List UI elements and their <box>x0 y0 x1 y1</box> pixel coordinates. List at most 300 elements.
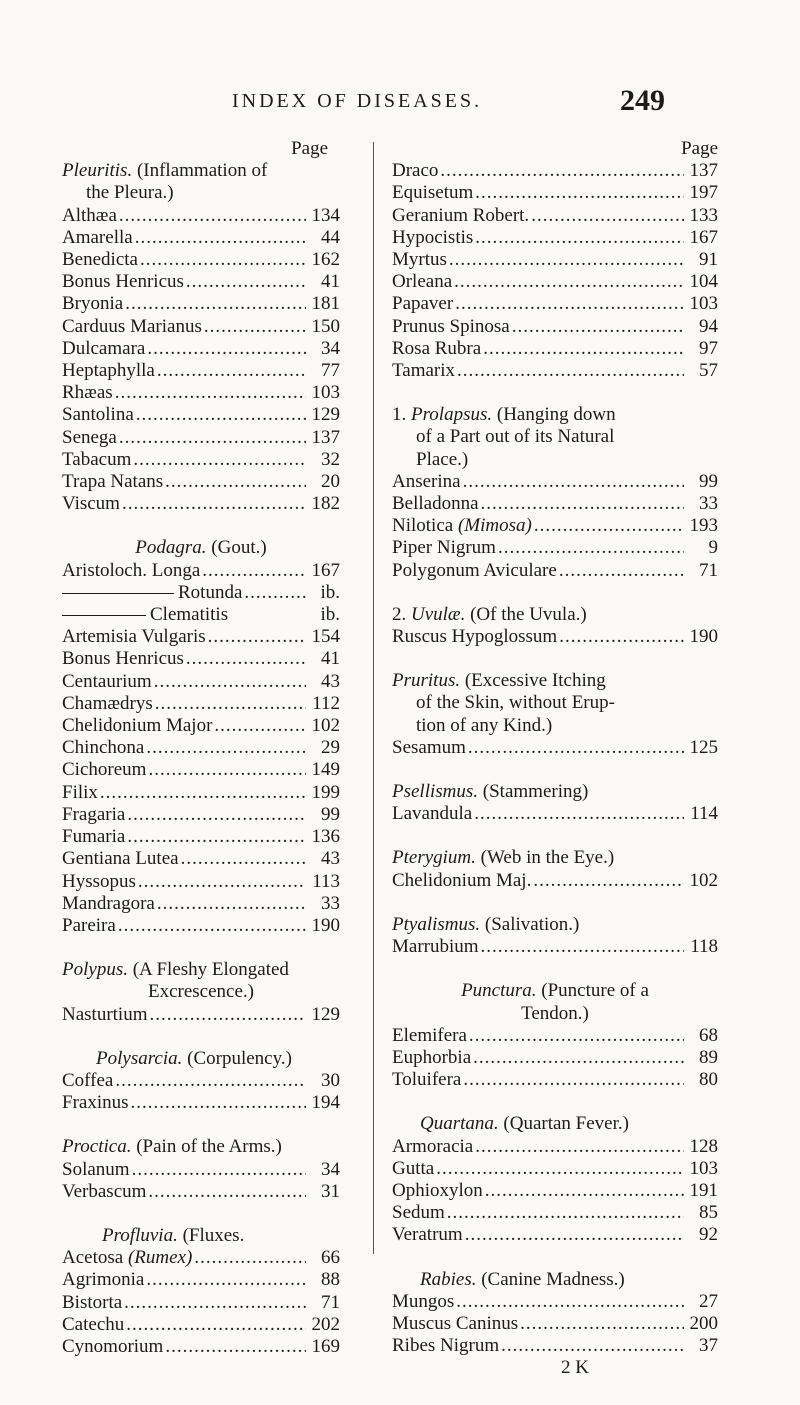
index-entry <box>62 560 340 582</box>
entry-list <box>392 936 718 958</box>
entry-list <box>62 1004 340 1026</box>
section-heading <box>392 914 718 936</box>
page-ref: ib. <box>320 604 340 626</box>
disease-description: (Excessive Itching <box>464 670 606 692</box>
page-ref: 9 <box>708 537 718 559</box>
section-heading <box>392 604 718 626</box>
disease-description: tion of any Kind.) <box>416 714 553 736</box>
index-entry <box>392 493 718 515</box>
page-number: 249 <box>620 84 665 117</box>
entry-list <box>392 537 718 581</box>
remedy-name: Chinchona <box>62 737 145 759</box>
remedy-name: Catechu <box>62 1313 125 1335</box>
remedy-name: Verbascum <box>62 1180 147 1202</box>
page-ref: 33 <box>699 493 718 515</box>
disease-description: (Quartan Fever.) <box>503 1113 629 1135</box>
remedy-name: Nilotica <box>392 515 454 537</box>
index-entry <box>392 471 718 493</box>
disease-description: (Stammering) <box>482 781 589 803</box>
ditto-rule <box>62 593 174 594</box>
disease-description: (Hanging down <box>496 404 616 426</box>
disease-description: (Of the Uvula.) <box>470 603 587 625</box>
entry-list <box>392 626 718 648</box>
index-entry <box>62 271 340 293</box>
entry-list <box>392 870 718 892</box>
remedy-name: Trapa Natans <box>62 471 164 493</box>
index-entry <box>62 693 340 715</box>
index-entry <box>392 560 718 582</box>
ditto-rule <box>62 615 146 616</box>
entry-list <box>392 803 718 825</box>
page-ref: 129 <box>311 404 340 426</box>
section-heading <box>392 1269 718 1291</box>
remedy-name: Bistorta <box>62 1291 123 1313</box>
remedy-name: Fragaria <box>62 803 126 825</box>
remedy-name: Clematitis <box>150 604 229 626</box>
index-entry <box>62 1292 340 1314</box>
remedy-name: Ruscus Hypoglossum <box>392 626 558 648</box>
index-entry <box>392 316 718 338</box>
disease-description: Tendon.) <box>521 1002 589 1024</box>
index-entry <box>62 648 340 670</box>
entry-list <box>392 1025 718 1092</box>
remedy-name: Myrtus <box>392 249 447 271</box>
index-entry <box>62 737 340 759</box>
remedy-name: Coffea <box>62 1069 114 1091</box>
disease-name: Polypus. <box>62 959 128 981</box>
disease-description: (Gout.) <box>211 537 267 559</box>
page-ref: 80 <box>699 1069 718 1091</box>
entry-list <box>392 1291 718 1358</box>
remedy-name: Polygonum Aviculare <box>392 559 557 581</box>
entry-list <box>62 1269 340 1358</box>
index-entry <box>392 205 718 227</box>
index-entry <box>392 271 718 293</box>
entry-list <box>62 1070 340 1114</box>
section-heading <box>392 404 718 426</box>
disease-description: (Salivation.) <box>484 913 580 935</box>
remedy-name: Hyssopus <box>62 870 136 892</box>
disease-name: Ptyalismus. <box>392 913 481 935</box>
page-ref: 97 <box>699 337 718 359</box>
page-ref: 33 <box>321 892 340 914</box>
remedy-name: Tamarix <box>392 360 456 382</box>
remedy-name: Bonus Henricus <box>62 648 184 670</box>
left-column <box>62 138 340 1358</box>
remedy-name: Prunus Spinosa <box>392 315 510 337</box>
page-column-label: Page <box>291 138 328 159</box>
page-ref: 43 <box>321 848 340 870</box>
section-heading <box>62 1048 340 1070</box>
disease-description: (Web in the Eye.) <box>480 847 615 869</box>
index-entry <box>392 1224 718 1246</box>
disease-name: Pterygium. <box>392 847 476 869</box>
disease-description: (Canine Madness.) <box>481 1268 625 1290</box>
section-heading <box>62 959 340 981</box>
index-entry <box>392 1047 718 1069</box>
index-entry <box>392 338 718 360</box>
remedy-name: Gentiana Lutea <box>62 848 179 870</box>
entry-list <box>392 160 718 382</box>
section-heading <box>392 781 718 803</box>
disease-description: Excrescence.) <box>147 981 254 1003</box>
disease-description: (Fluxes. <box>182 1224 245 1246</box>
page-ref: 37 <box>699 1335 718 1357</box>
page-ref: 103 <box>689 293 718 315</box>
remedy-name: Agrimonia <box>62 1269 145 1291</box>
disease-name: Uvulæ. <box>411 603 466 625</box>
entry-list <box>392 471 718 515</box>
disease-description: (Inflammation of <box>136 160 268 182</box>
remedy-name: Solanum <box>62 1158 130 1180</box>
remedy-name: Cynomorium <box>62 1335 164 1357</box>
remedy-name: Aristoloch. Longa <box>62 559 201 581</box>
disease-name: Polysarcia. <box>96 1047 183 1069</box>
index-entry <box>62 338 340 360</box>
page-ref: 129 <box>311 1003 340 1025</box>
page-ref: 113 <box>312 870 340 892</box>
page-ref: 169 <box>311 1335 340 1357</box>
index-entry <box>62 316 340 338</box>
page-ref: 20 <box>321 471 340 493</box>
remedy-name: Piper Nigrum <box>392 537 496 559</box>
section-heading <box>62 1225 340 1247</box>
remedy-name: Ophioxylon <box>392 1179 483 1201</box>
remedy-name: Althæa <box>62 204 117 226</box>
section-heading <box>392 847 718 869</box>
column-divider <box>373 142 374 1254</box>
index-entry <box>62 826 340 848</box>
remedy-name: Veratrum <box>392 1224 463 1246</box>
disease-name: Profluvia. <box>102 1224 178 1246</box>
remedy-synonym: (Mimosa) <box>457 515 532 537</box>
page-ref: 41 <box>321 271 340 293</box>
index-entry <box>62 1314 340 1336</box>
index-entry <box>392 1025 718 1047</box>
remedy-name: Euphorbia <box>392 1046 472 1068</box>
right-column <box>392 138 718 1380</box>
index-entry <box>392 515 718 537</box>
remedy-name: Benedicta <box>62 249 138 271</box>
remedy-name: Chelidonium Maj. <box>392 869 532 891</box>
page-ref: 41 <box>321 648 340 670</box>
index-entry <box>62 782 340 804</box>
page-ref: 191 <box>689 1179 718 1201</box>
page-header <box>0 84 800 124</box>
page-ref: 71 <box>699 559 718 581</box>
index-entry <box>392 160 718 182</box>
index-entry <box>392 737 718 759</box>
disease-name: Proctica. <box>62 1136 132 1158</box>
index-entry <box>392 537 718 559</box>
index-entry <box>62 493 340 515</box>
remedy-name: Filix <box>62 781 98 803</box>
page-ref: 167 <box>689 226 718 248</box>
page-ref: 44 <box>321 226 340 248</box>
disease-name: Prolapsus. <box>411 404 493 426</box>
page-ref: ib. <box>320 581 340 603</box>
index-entry <box>392 1069 718 1091</box>
page-ref: 137 <box>689 160 718 182</box>
index-entry <box>62 893 340 915</box>
remedy-name: Muscus Caninus <box>392 1312 519 1334</box>
remedy-name: Bonus Henricus <box>62 271 184 293</box>
index-entry <box>392 1180 718 1202</box>
remedy-name: Pareira <box>62 914 116 936</box>
page-ref: 103 <box>689 1157 718 1179</box>
page-ref: 190 <box>689 626 718 648</box>
entry-list <box>62 626 340 937</box>
remedy-name: Marrubium <box>392 936 479 958</box>
index-entry <box>392 1158 718 1180</box>
page-ref: 27 <box>699 1290 718 1312</box>
remedy-name: Amarella <box>62 226 133 248</box>
page-ref: 68 <box>699 1024 718 1046</box>
remedy-name: Artemisia Vulgaris <box>62 626 206 648</box>
page-ref: 190 <box>311 914 340 936</box>
index-entry <box>62 404 340 426</box>
remedy-name: Fraxinus <box>62 1092 129 1114</box>
page-ref: 118 <box>690 936 718 958</box>
index-entry <box>62 1159 340 1181</box>
remedy-name: Equisetum <box>392 182 474 204</box>
page-ref: 136 <box>311 826 340 848</box>
section-heading <box>392 1113 718 1135</box>
page-ref: 29 <box>321 737 340 759</box>
page-ref: 125 <box>689 736 718 758</box>
remedy-name: Heptaphylla <box>62 360 155 382</box>
disease-description: Place.) <box>416 448 469 470</box>
index-entry <box>62 759 340 781</box>
remedy-name: Cichoreum <box>62 759 147 781</box>
index-entry <box>392 227 718 249</box>
remedy-name: Rotunda <box>178 581 243 603</box>
index-entry <box>62 449 340 471</box>
index-entry <box>62 1247 340 1269</box>
page-ref: 99 <box>321 803 340 825</box>
remedy-name: Lavandula <box>392 803 473 825</box>
disease-description: (Corpulency.) <box>187 1047 292 1069</box>
index-entry <box>392 1291 718 1313</box>
page-column-label: Page <box>681 138 718 159</box>
index-entry <box>392 1136 718 1158</box>
remedy-name: Gutta <box>392 1157 435 1179</box>
page-ref: 202 <box>311 1313 340 1335</box>
disease-name: Psellismus. <box>392 781 479 803</box>
index-entry <box>62 205 340 227</box>
remedy-name: Draco <box>392 160 439 182</box>
page-ref: 197 <box>689 182 718 204</box>
page-ref: 77 <box>321 360 340 382</box>
disease-name: Pruritus. <box>392 670 461 692</box>
page-ref: 154 <box>311 626 340 648</box>
page-ref: 94 <box>699 315 718 337</box>
page-ref: 34 <box>321 337 340 359</box>
remedy-name: Nasturtium <box>62 1003 148 1025</box>
page-ref: 88 <box>321 1269 340 1291</box>
index-entry <box>62 848 340 870</box>
remedy-name: Sedum <box>392 1202 445 1224</box>
index-entry <box>62 1269 340 1291</box>
remedy-name: Sesamum <box>392 736 466 758</box>
page-ref: 137 <box>311 426 340 448</box>
disease-description: (Puncture of a <box>541 980 649 1002</box>
page-ref: 182 <box>311 493 340 515</box>
section-heading <box>392 980 718 1002</box>
page-ref: 89 <box>699 1046 718 1068</box>
index-entry <box>392 626 718 648</box>
index-entry <box>62 915 340 937</box>
section-heading <box>62 160 340 182</box>
page-ref: 31 <box>321 1180 340 1202</box>
disease-name: Pleuritis. <box>62 160 133 182</box>
remedy-name: Centaurium <box>62 670 152 692</box>
index-entry <box>392 1202 718 1224</box>
page-ref: 167 <box>311 559 340 581</box>
remedy-name: Armoracia <box>392 1135 474 1157</box>
index-entry <box>392 1335 718 1357</box>
remedy-name: Hypocistis <box>392 226 474 248</box>
index-entry <box>62 1070 340 1092</box>
index-entry <box>392 182 718 204</box>
page-ref: 71 <box>321 1291 340 1313</box>
page-ref: 91 <box>699 249 718 271</box>
index-entry <box>62 1092 340 1114</box>
remedy-name: Chelidonium Major <box>62 715 213 737</box>
remedy-name: Ribes Nigrum <box>392 1335 500 1357</box>
page-ref: 181 <box>311 293 340 315</box>
page-ref: 194 <box>311 1092 340 1114</box>
page-ref: 66 <box>321 1247 340 1269</box>
remedy-name: Papaver <box>392 293 454 315</box>
disease-name: Quartana. <box>420 1113 499 1135</box>
index-entry <box>62 715 340 737</box>
section-number: 2. <box>392 603 407 625</box>
page-ref: 149 <box>311 759 340 781</box>
index-entry <box>62 249 340 271</box>
remedy-name: Mungos <box>392 1290 455 1312</box>
entry-list <box>62 205 340 516</box>
page-ref: 200 <box>689 1312 718 1334</box>
index-entry <box>62 1181 340 1203</box>
page-ref: 199 <box>311 781 340 803</box>
index-entry <box>392 249 718 271</box>
section-heading <box>392 670 718 692</box>
remedy-name: Tabacum <box>62 448 132 470</box>
remedy-name: Toluifera <box>392 1069 462 1091</box>
disease-description: the Pleura.) <box>86 182 174 204</box>
remedy-name: Acetosa <box>62 1247 124 1269</box>
index-entry <box>62 382 340 404</box>
remedy-name: Bryonia <box>62 293 124 315</box>
remedy-name: Senega <box>62 426 117 448</box>
page-ref: 193 <box>689 515 718 537</box>
page-ref: 102 <box>311 715 340 737</box>
page-ref: 30 <box>321 1069 340 1091</box>
section-heading <box>62 1136 340 1158</box>
remedy-name: Anserina <box>392 470 461 492</box>
index-entry <box>392 293 718 315</box>
page-ref: 134 <box>311 204 340 226</box>
index-entry <box>62 227 340 249</box>
index-entry <box>62 871 340 893</box>
index-entry <box>62 1004 340 1026</box>
page-ref: 133 <box>689 204 718 226</box>
remedy-name: Viscum <box>62 493 120 515</box>
index-entry <box>392 1313 718 1335</box>
index-entry <box>62 1336 340 1358</box>
index-entry <box>62 604 340 626</box>
index-entry <box>62 626 340 648</box>
remedy-name: Fumaria <box>62 826 126 848</box>
remedy-name: Rhæas <box>62 382 113 404</box>
disease-description: of a Part out of its Natural <box>416 426 615 448</box>
index-entry <box>62 582 340 604</box>
page-ref: 92 <box>699 1224 718 1246</box>
index-entry <box>392 870 718 892</box>
index-entry <box>392 360 718 382</box>
index-entry <box>62 360 340 382</box>
page-ref: 150 <box>311 315 340 337</box>
disease-name: Punctura. <box>461 980 537 1002</box>
page-ref: 112 <box>312 692 340 714</box>
section-number: 1. <box>392 404 407 426</box>
entry-list <box>62 1159 340 1203</box>
index-entry <box>392 803 718 825</box>
remedy-name: Chamædrys <box>62 692 153 714</box>
page-ref: 104 <box>689 271 718 293</box>
remedy-name: Geranium Robert. <box>392 204 530 226</box>
remedy-name: Elemifera <box>392 1024 467 1046</box>
remedy-name: Belladonna <box>392 493 479 515</box>
signature-mark: 2 K <box>561 1357 589 1379</box>
page-ref: 162 <box>311 249 340 271</box>
page-ref: 34 <box>321 1158 340 1180</box>
remedy-name: Carduus Marianus <box>62 315 202 337</box>
index-entry <box>62 671 340 693</box>
remedy-name: Mandragora <box>62 892 155 914</box>
index-entry <box>62 804 340 826</box>
index-entry <box>392 936 718 958</box>
remedy-synonym: (Rumex) <box>127 1247 193 1269</box>
page-ref: 85 <box>699 1202 718 1224</box>
page-ref: 128 <box>689 1135 718 1157</box>
page-ref: 99 <box>699 470 718 492</box>
index-entry <box>62 427 340 449</box>
section-heading <box>62 537 340 559</box>
remedy-name: Santolina <box>62 404 134 426</box>
disease-name: Rabies. <box>420 1268 477 1290</box>
disease-description: (Pain of the Arms.) <box>136 1136 282 1158</box>
disease-description: (A Fleshy Elongated <box>132 959 289 981</box>
running-title: INDEX OF DISEASES. <box>232 90 483 112</box>
page-ref: 32 <box>321 448 340 470</box>
entry-list <box>392 1136 718 1247</box>
page-ref: 43 <box>321 670 340 692</box>
entry-list <box>392 737 718 759</box>
page-ref: 103 <box>311 382 340 404</box>
remedy-name: Rosa Rubra <box>392 337 482 359</box>
disease-description: of the Skin, without Erup- <box>416 692 615 714</box>
remedy-name: Orleana <box>392 271 453 293</box>
index-entry <box>62 471 340 493</box>
remedy-name: Dulcamara <box>62 337 146 359</box>
index-entry <box>62 293 340 315</box>
page-ref: 114 <box>690 803 718 825</box>
page-ref: 102 <box>689 869 718 891</box>
page-ref: 57 <box>699 360 718 382</box>
disease-name: Podagra. <box>135 537 207 559</box>
